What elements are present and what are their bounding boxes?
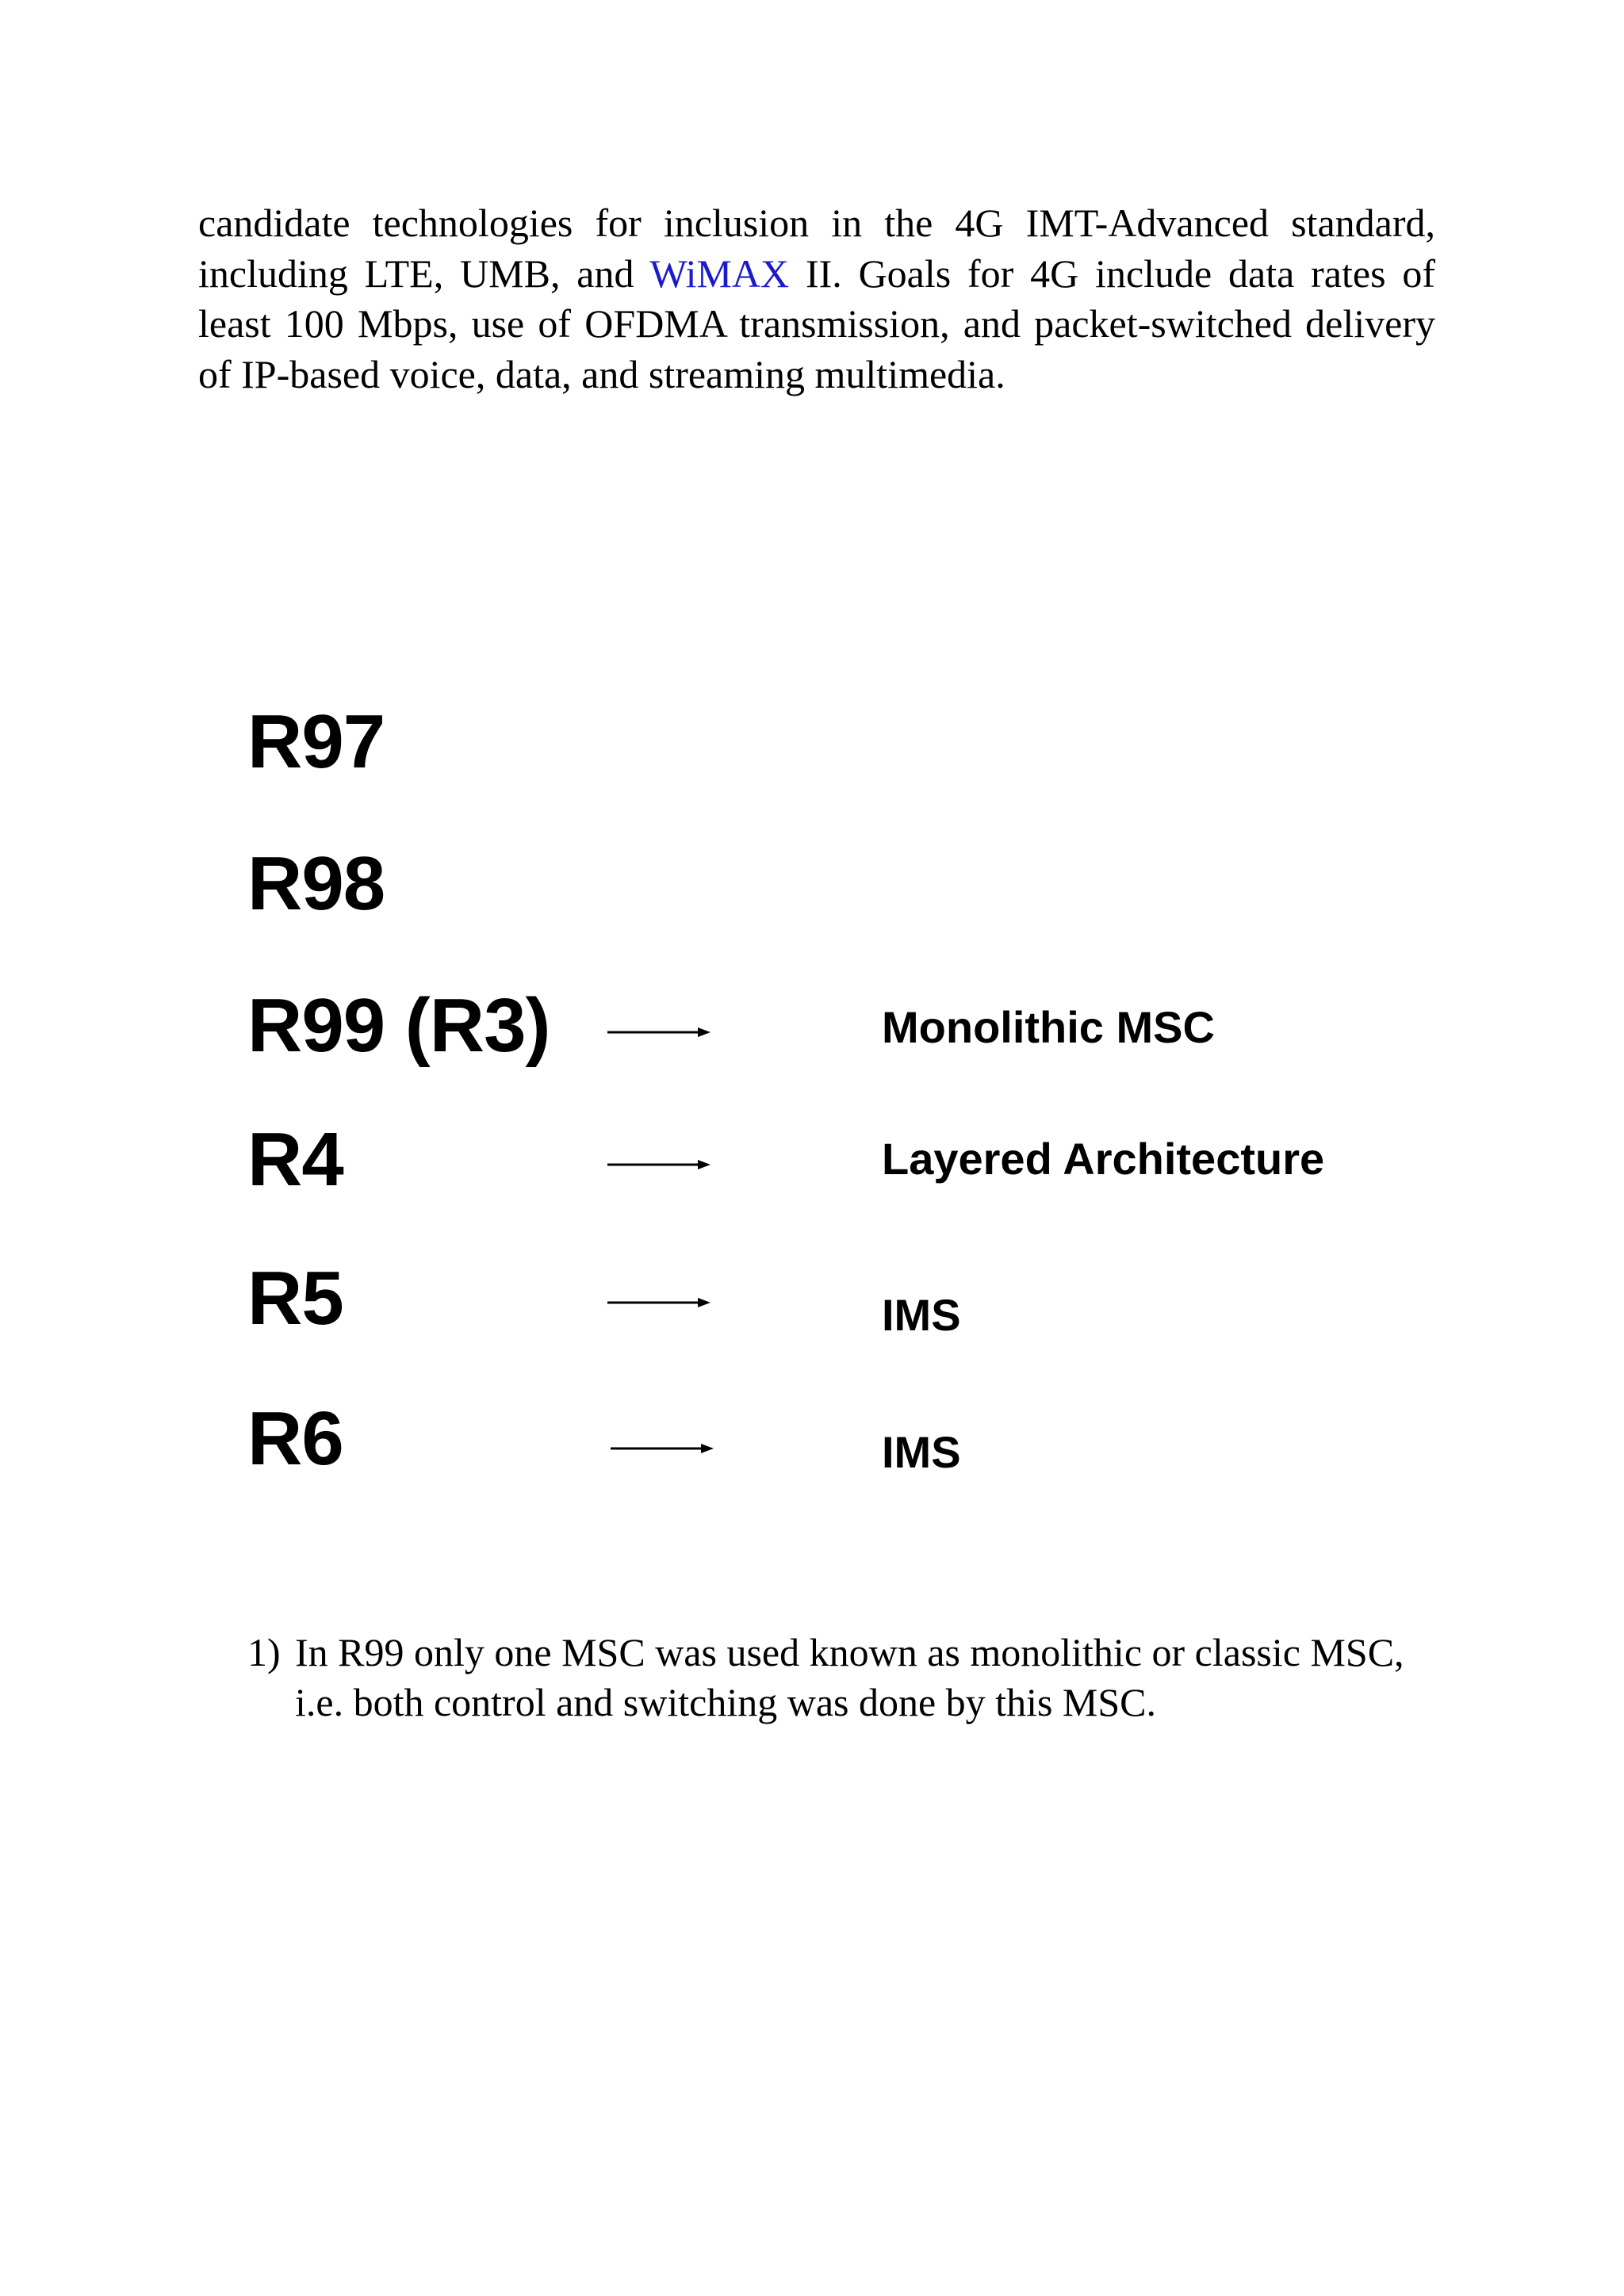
intro-paragraph bbox=[198, 198, 1435, 400]
arrow-r99 bbox=[607, 1024, 710, 1040]
arch-label-r5: IMS bbox=[882, 1290, 961, 1340]
note-number: 1) bbox=[247, 1630, 281, 1674]
release-label-r4: R4 bbox=[247, 1117, 343, 1202]
release-label-r5: R5 bbox=[247, 1256, 343, 1341]
arrow-r4 bbox=[607, 1157, 710, 1173]
note-item-1 bbox=[247, 1628, 1437, 1728]
arrow-r6 bbox=[611, 1441, 714, 1456]
arch-label-r99: Monolithic MSC bbox=[882, 1002, 1215, 1052]
arrow-r5 bbox=[607, 1295, 710, 1311]
intro-text-start: candidate technologies for inclusion in the 4G IMT-Advanced standard, including LTE, UMB, and bbox=[198, 201, 1435, 296]
note-text: In R99 only one MSC was used known as monolithic or classic MSC, i.e. both control and switching was done by this MSC. bbox=[295, 1630, 1404, 1724]
release-label-r97: R97 bbox=[247, 699, 385, 784]
release-label-r98: R98 bbox=[247, 841, 385, 926]
release-label-r99: R99 (R3) bbox=[247, 983, 550, 1068]
arch-label-r4: Layered Architecture bbox=[882, 1134, 1325, 1184]
release-label-r6: R6 bbox=[247, 1396, 343, 1481]
intro-text-end: II. Goals for 4G include data rates of least 100 Mbps, use of OFDMA transmission, and packet-switched delivery of IP-based voice, data, and streaming multimedia. bbox=[198, 251, 1436, 396]
arch-label-r6: IMS bbox=[882, 1427, 961, 1477]
wimax-link[interactable]: WiMAX bbox=[649, 251, 790, 296]
